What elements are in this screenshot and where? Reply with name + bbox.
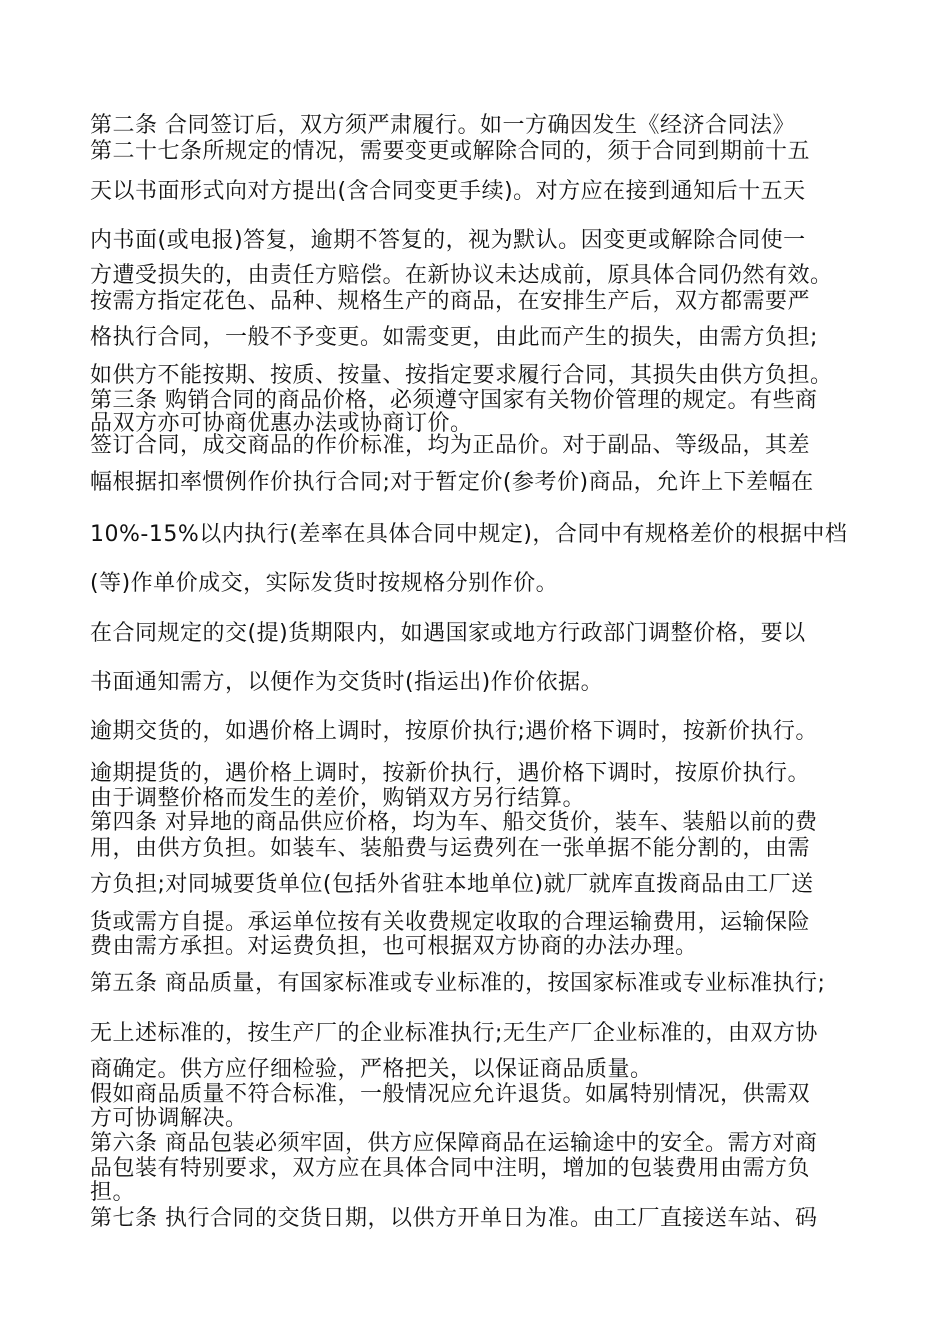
text-line: 第四条 对异地的商品供应价格，均为车、船交货价，装车、装船以前的费 — [90, 810, 818, 835]
text-line: 第三条 购销合同的商品价格，必须遵守国家有关物价管理的规定。有些商 — [90, 388, 818, 413]
text-line: 幅根据扣率惯例作价执行合同;对于暂定价(参考价)商品，允许上下差幅在 — [90, 470, 814, 495]
text-line: 方遭受损失的，由责任方赔偿。在新协议未达成前，原具体合同仍然有效。 — [90, 263, 833, 288]
text-line: 在合同规定的交(提)货期限内，如遇国家或地方行政部门调整价格，要以 — [90, 621, 806, 646]
text-line: 方可协调解决。 — [90, 1106, 248, 1131]
text-line: 第七条 执行合同的交货日期，以供方开单日为准。由工厂直接送车站、码 — [90, 1206, 818, 1231]
text-line: 无上述标准的，按生产厂的企业标准执行;无生产厂企业标准的，由双方协 — [90, 1021, 818, 1046]
text-line: 第六条 商品包装必须牢固，供方应保障商品在运输途中的安全。需方对商 — [90, 1131, 818, 1156]
text-line: 费由需方承担。对运费负担，也可根据双方协商的办法办理。 — [90, 934, 698, 959]
text-line: 第二条 合同签订后，双方须严肃履行。如一方确因发生《经济合同法》 — [90, 113, 795, 138]
text-line: 由于调整价格而发生的差价，购销双方另行结算。 — [90, 786, 586, 811]
text-line: 货或需方自提。承运单位按有关收费规定收取的合理运输费用，运输保险 — [90, 910, 811, 935]
text-line: 天以书面形式向对方提出(含合同变更手续)。对方应在接到通知后十五天 — [90, 179, 806, 204]
text-line: 假如商品质量不符合标准，一般情况应允许退货。如属特别情况，供需双 — [90, 1082, 811, 1107]
text-line: 签订合同，成交商品的作价标准，均为正品价。对于副品、等级品，其差 — [90, 433, 811, 458]
text-line: 内书面(或电报)答复，逾期不答复的，视为默认。因变更或解除合同使一 — [90, 228, 806, 253]
text-line: 品双方亦可协商优惠办法或协商订价。 — [90, 411, 473, 436]
text-line: 担。 — [90, 1180, 136, 1205]
text-line: 按需方指定花色、品种、规格生产的商品，在安排生产后，双方都需要严 — [90, 289, 811, 314]
text-line: 10%-15%以内执行(差率在具体合同中规定)，合同中有规格差价的根据中档 — [90, 522, 848, 547]
text-line: 用，由供方负担。如装车、装船费与运费列在一张单据不能分割的，由需 — [90, 836, 811, 861]
text-line: 如供方不能按期、按质、按量、按指定要求履行合同，其损失由供方负担。 — [90, 363, 833, 388]
text-line: 商确定。供方应仔细检验，严格把关，以保证商品质量。 — [90, 1057, 653, 1082]
text-line: 方负担;对同城要货单位(包括外省驻本地单位)就厂就库直拨商品由工厂送 — [90, 872, 814, 897]
text-line: 逾期交货的，如遇价格上调时，按原价执行;遇价格下调时，按新价执行。 — [90, 719, 818, 744]
text-line: 品包装有特别要求，双方应在具体合同中注明，增加的包装费用由需方负 — [90, 1156, 811, 1181]
text-line: 第五条 商品质量，有国家标准或专业标准的，按国家标准或专业标准执行; — [90, 971, 826, 996]
text-line: 格执行合同，一般不予变更。如需变更，由此而产生的损失，由需方负担; — [90, 325, 818, 350]
text-line: (等)作单价成交，实际发货时按规格分别作价。 — [90, 571, 559, 596]
text-line: 第二十七条所规定的情况，需要变更或解除合同的，须于合同到期前十五 — [90, 139, 811, 164]
text-line: 逾期提货的，遇价格上调时，按新价执行，遇价格下调时，按原价执行。 — [90, 761, 811, 786]
text-line: 书面通知需方，以便作为交货时(指运出)作价依据。 — [90, 670, 604, 695]
